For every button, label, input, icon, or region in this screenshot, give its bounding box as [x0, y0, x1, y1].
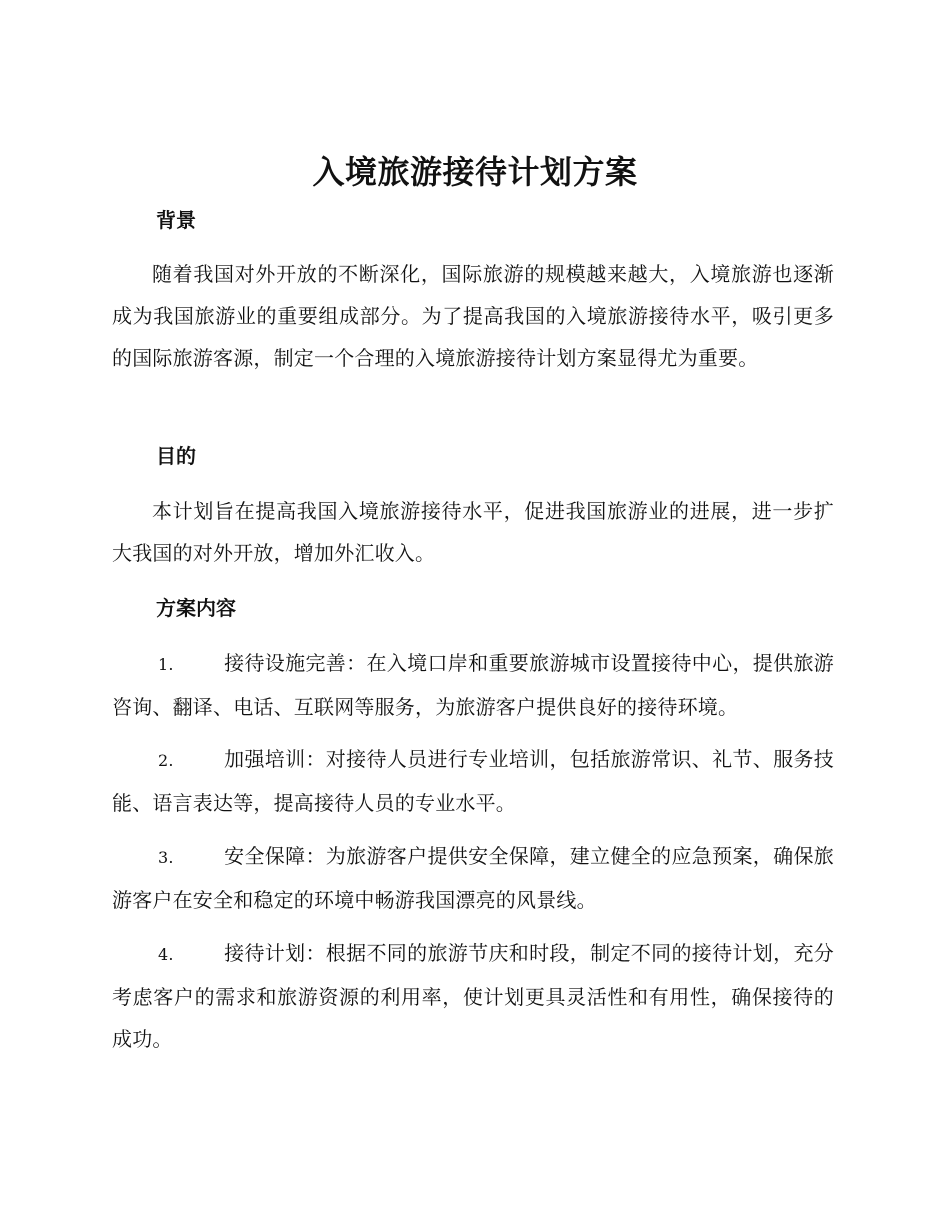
list-item — [112, 835, 834, 921]
paragraph-background: 随着我国对外开放的不断深化，国际旅游的规模越来越大，入境旅游也逐渐成为我国旅游业的重要组成部分。为了提高我国的入境旅游接待水平，吸引更多的国际旅游客源，制定一个合理的入境旅游接待计划方案显得尤为重要。 — [112, 262, 834, 370]
list-item-text: 接待设施完善：在入境口岸和重要旅游城市设置接待中心，提供旅游咨询、翻译、电话、互联网等服务，为旅游客户提供良好的接待环境。 — [112, 651, 834, 719]
list-item — [112, 642, 834, 728]
heading-purpose: 目的 — [156, 444, 196, 468]
list-item-text: 接待计划：根据不同的旅游节庆和时段，制定不同的接待计划，充分考虑客户的需求和旅游资源的利用率，使计划更具灵活性和有用性，确保接待的成功。 — [112, 941, 834, 1051]
paragraph-purpose: 本计划旨在提高我国入境旅游接待水平，促进我国旅游业的进展，进一步扩大我国的对外开放，增加外汇收入。 — [112, 499, 834, 565]
document-title: 入境旅游接待计划方案 — [312, 153, 638, 191]
list-item — [112, 738, 834, 824]
list-item-number: 2. — [158, 751, 174, 770]
list-item-text: 加强培训：对接待人员进行专业培训，包括旅游常识、礼节、服务技能、语言表达等，提高接待人员的专业水平。 — [112, 747, 834, 815]
list-item-number: 4. — [158, 945, 174, 964]
list-item-text: 安全保障：为旅游客户提供安全保障，建立健全的应急预案，确保旅游客户在安全和稳定的环境中畅游我国漂亮的风景线。 — [112, 844, 834, 912]
list-item — [112, 932, 834, 1060]
list-item-number: 3. — [158, 848, 174, 867]
list-item-number: 1. — [158, 655, 174, 674]
heading-plan-content: 方案内容 — [156, 596, 236, 620]
heading-background: 背景 — [156, 208, 196, 232]
